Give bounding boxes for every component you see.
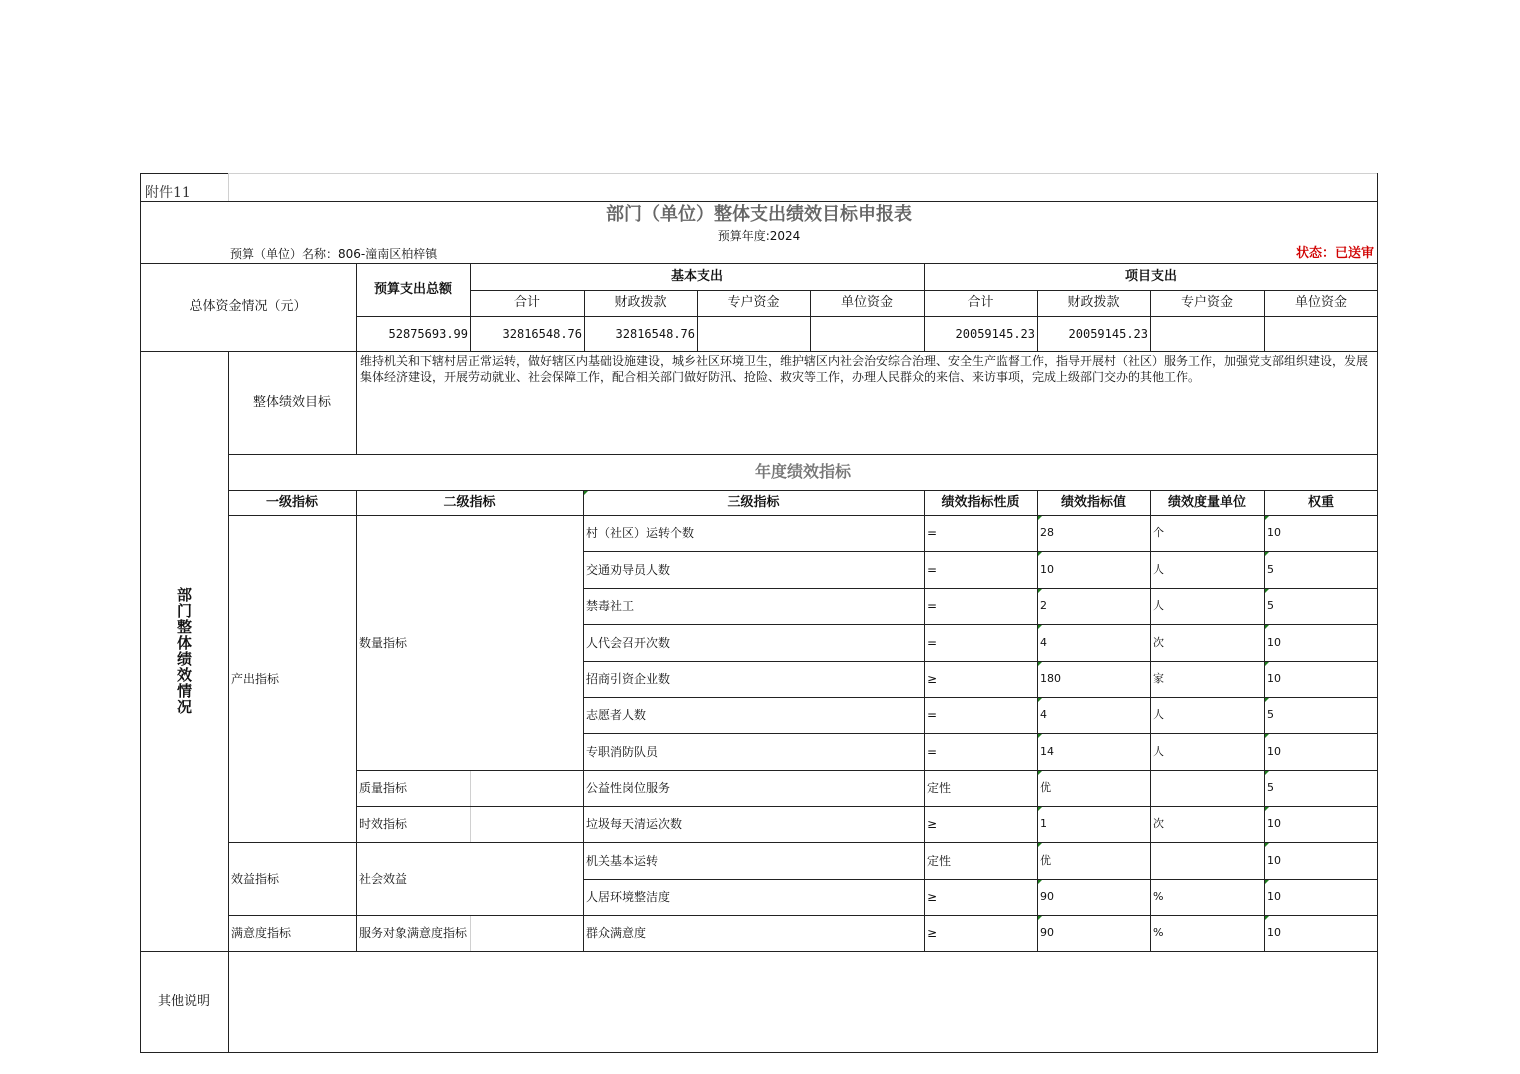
level1-satisfaction: 满意度指标 <box>231 926 292 940</box>
indicator-name-cell: 招商引资企业数 <box>586 672 671 686</box>
grid-line <box>470 915 471 951</box>
grid-line <box>583 733 1378 734</box>
indicator-unit-cell: 人 <box>1153 562 1164 576</box>
cell-note-marker <box>1038 625 1042 629</box>
indicator-unit-cell <box>1150 770 1264 806</box>
cell-note-marker <box>1265 771 1269 775</box>
cell-note-marker <box>1038 698 1042 702</box>
funding-value <box>1264 316 1378 351</box>
grid-line <box>1264 290 1265 351</box>
cell-note-marker <box>1038 662 1042 666</box>
indicator-nature-cell: = <box>927 744 938 759</box>
grid-line <box>697 290 698 351</box>
indicator-value-cell: 优 <box>1040 853 1051 867</box>
indicator-nature-cell: ≥ <box>927 926 938 940</box>
indicator-header: 权重 <box>1307 494 1334 510</box>
grid-line <box>1037 490 1038 951</box>
grid-line <box>140 951 1378 952</box>
grid-line <box>1037 290 1038 351</box>
header-blank <box>228 173 1378 201</box>
grid-line <box>924 490 925 951</box>
indicator-value-cell: 4 <box>1040 708 1047 721</box>
cell-note-marker <box>1038 843 1042 847</box>
level1-output: 产出指标 <box>231 671 280 686</box>
grid-line <box>140 1052 1378 1053</box>
total-budget-value: 52875693.99 <box>388 326 468 341</box>
grid-line <box>583 490 584 951</box>
section-label: 部门整体绩效情况 <box>175 587 193 715</box>
indicator-value-cell: 2 <box>1040 599 1047 612</box>
level2-quantity: 数量指标 <box>359 635 408 650</box>
cell-note-marker <box>1038 807 1042 811</box>
indicator-value-cell: 180 <box>1040 672 1061 685</box>
indicator-nature-cell: = <box>927 526 938 540</box>
grid-line <box>470 263 471 351</box>
indicator-header: 三级指标 <box>727 494 780 510</box>
grid-line <box>583 842 1378 843</box>
cell-note-marker <box>1265 625 1269 629</box>
indicator-weight-cell: 10 <box>1267 890 1281 903</box>
indicator-nature-cell: 定性 <box>927 781 952 795</box>
funding-value: 20059145.23 <box>955 326 1035 341</box>
indicator-value-cell: 90 <box>1040 926 1054 939</box>
indicator-nature-cell: ≥ <box>927 890 938 904</box>
level2-service-satisfaction: 服务对象满意度指标 <box>359 925 468 940</box>
funding-subheader: 单位资金 <box>1294 295 1347 310</box>
indicators-title: 年度绩效指标 <box>754 462 851 481</box>
performance-target-form <box>140 173 1378 1053</box>
level2-social-benefit: 社会效益 <box>359 871 408 886</box>
unit-name: 预算（单位）名称：806-潼南区柏梓镇 <box>230 247 438 261</box>
funding-subheader: 合计 <box>967 295 994 310</box>
indicator-nature-cell: 定性 <box>927 853 952 868</box>
cell-note-marker <box>584 491 588 495</box>
indicator-name-cell: 交通劝导员人数 <box>586 562 671 577</box>
indicator-name-cell: 群众满意度 <box>586 926 647 940</box>
indicator-unit-cell: 家 <box>1153 672 1164 685</box>
grid-line <box>228 351 229 1053</box>
indicator-weight-cell: 5 <box>1267 781 1274 794</box>
level1-benefit: 效益指标 <box>231 871 280 886</box>
page-title: 部门（单位）整体支出绩效目标申报表 <box>606 203 912 225</box>
cell-note-marker <box>1038 734 1042 738</box>
cell-note-marker <box>1038 552 1042 556</box>
grid-line <box>583 879 1378 880</box>
indicator-unit-cell <box>1150 842 1264 879</box>
grid-line <box>1150 290 1151 351</box>
grid-line <box>356 351 357 454</box>
grid-line <box>924 263 925 351</box>
funding-subheader: 专户资金 <box>727 295 780 310</box>
other-label: 其他说明 <box>157 994 210 1009</box>
grid-line <box>583 915 1378 916</box>
indicator-weight-cell: 10 <box>1267 672 1281 685</box>
cell-note-marker <box>1265 880 1269 884</box>
section-label-cell <box>140 351 228 951</box>
indicator-name-cell: 禁毒社工 <box>586 599 635 613</box>
funding-value: 20059145.23 <box>1068 326 1148 341</box>
indicator-name-cell: 志愿者人数 <box>586 708 647 722</box>
indicator-unit-cell: 个 <box>1153 526 1164 539</box>
indicator-nature-cell: ≥ <box>927 817 938 831</box>
grid-line <box>356 316 1378 317</box>
indicator-unit-cell: 次 <box>1153 817 1164 830</box>
funding-subheader: 合计 <box>513 295 540 310</box>
grid-line <box>810 290 811 351</box>
goal-label: 整体绩效目标 <box>252 394 331 410</box>
indicator-nature-cell: = <box>927 599 938 613</box>
grid-line <box>583 661 1378 662</box>
grid-line <box>140 201 1378 202</box>
grid-line <box>583 624 1378 625</box>
indicator-weight-cell: 10 <box>1267 526 1281 539</box>
grid-line <box>583 770 1378 771</box>
cell-note-marker <box>1038 880 1042 884</box>
indicator-header: 二级指标 <box>443 494 496 510</box>
cell-note-marker <box>1265 516 1269 520</box>
indicator-header: 一级指标 <box>265 494 318 510</box>
indicator-unit-cell: 次 <box>1153 635 1164 649</box>
indicator-nature-cell: ≥ <box>927 672 938 686</box>
indicator-value-cell: 28 <box>1040 526 1054 539</box>
grid-line <box>356 806 583 807</box>
attachment-label: 附件11 <box>140 173 228 201</box>
indicator-weight-cell: 5 <box>1267 708 1274 721</box>
indicator-unit-cell: 人 <box>1153 708 1164 721</box>
status-badge: 状态：已送审 <box>1295 246 1374 261</box>
indicator-weight-cell: 10 <box>1267 635 1281 649</box>
indicator-weight-cell: 10 <box>1267 817 1281 830</box>
grid-line <box>356 770 583 771</box>
funding-subheader: 单位资金 <box>840 295 893 310</box>
indicator-name-cell: 村（社区）运转个数 <box>586 526 695 540</box>
grid-line <box>228 490 1378 491</box>
funding-value <box>1150 316 1264 351</box>
indicator-unit-cell: 人 <box>1153 744 1164 758</box>
grid-line <box>140 263 1378 264</box>
indicator-header: 绩效度量单位 <box>1167 494 1246 510</box>
grid-line <box>228 915 583 916</box>
indicator-nature-cell: = <box>927 635 938 650</box>
indicator-value-cell: 90 <box>1040 890 1054 903</box>
total-budget-header: 预算支出总额 <box>373 281 452 297</box>
cell-note-marker <box>1265 807 1269 811</box>
cell-note-marker <box>1265 916 1269 920</box>
indicator-nature-cell: = <box>927 708 938 722</box>
cell-note-marker <box>1038 589 1042 593</box>
indicator-name-cell: 机关基本运转 <box>586 853 659 868</box>
level2-quality: 质量指标 <box>359 781 408 795</box>
grid-line <box>228 515 1378 516</box>
grid-line <box>356 263 357 351</box>
goal-text: 维持机关和下辖村居正常运转，做好辖区内基础设施建设，城乡社区环境卫生，维护辖区内社会治安综合治理、安全生产监督工作，指导开展村（社区）服务工作，加强党支部组织建设，发展集体经济建设，开展劳动就业、社会保障工作，配合相关部门做好防汛、抢险、救灾等工作，办理人民群众的来信、来访事项，完成上级部门交办的其他工作。 <box>360 354 1369 384</box>
grid-line <box>583 588 1378 589</box>
funding-subheader: 专户资金 <box>1180 295 1233 310</box>
indicator-unit-cell: % <box>1153 890 1164 903</box>
grid-line <box>584 290 585 351</box>
indicator-weight-cell: 5 <box>1267 562 1274 576</box>
indicator-name-cell: 专职消防队员 <box>586 744 659 759</box>
funding-value <box>810 316 924 351</box>
indicator-header: 绩效指标性质 <box>941 494 1020 510</box>
funding-row-label: 总体资金情况（元） <box>189 299 307 314</box>
indicator-weight-cell: 10 <box>1267 853 1281 867</box>
grid-line <box>583 806 1378 807</box>
other-text <box>228 951 1378 1053</box>
indicator-name-cell: 公益性岗位服务 <box>586 781 671 795</box>
basic-expense-header: 基本支出 <box>670 268 723 284</box>
cell-note-marker <box>1038 516 1042 520</box>
indicator-value-cell: 14 <box>1040 744 1054 758</box>
indicator-unit-cell: % <box>1153 926 1164 939</box>
grid-line <box>1150 490 1151 951</box>
funding-value: 32816548.76 <box>615 326 695 341</box>
indicator-nature-cell: = <box>927 562 938 577</box>
project-expense-header: 项目支出 <box>1124 268 1177 284</box>
grid-line <box>228 842 583 843</box>
cell-note-marker <box>1265 662 1269 666</box>
grid-line <box>140 173 141 1053</box>
grid-line <box>583 697 1378 698</box>
indicator-weight-cell: 10 <box>1267 744 1281 758</box>
grid-line <box>140 351 1378 352</box>
indicator-value-cell: 4 <box>1040 635 1047 649</box>
grid-line <box>1377 173 1378 1053</box>
funding-value <box>697 316 810 351</box>
indicator-value-cell: 优 <box>1040 781 1051 794</box>
cell-note-marker <box>1265 698 1269 702</box>
grid-line <box>1264 490 1265 951</box>
funding-subheader: 财政拨款 <box>614 295 667 310</box>
indicator-value-cell: 10 <box>1040 562 1054 576</box>
indicator-unit-cell: 人 <box>1153 599 1164 612</box>
cell-note-marker <box>1265 843 1269 847</box>
level2-timeliness: 时效指标 <box>359 817 408 831</box>
indicator-value-cell: 1 <box>1040 817 1047 830</box>
budget-year: 预算年度:2024 <box>717 229 801 243</box>
indicator-name-cell: 垃圾每天清运次数 <box>586 817 683 831</box>
grid-line <box>228 454 1378 455</box>
cell-note-marker <box>1265 734 1269 738</box>
cell-note-marker <box>1038 771 1042 775</box>
indicator-name-cell: 人代会召开次数 <box>586 635 671 650</box>
funding-subheader: 财政拨款 <box>1067 295 1120 310</box>
cell-note-marker <box>1265 589 1269 593</box>
indicator-name-cell: 人居环境整洁度 <box>586 890 671 904</box>
indicator-weight-cell: 10 <box>1267 926 1281 939</box>
indicator-header: 绩效指标值 <box>1060 494 1126 510</box>
funding-value: 32816548.76 <box>502 326 582 341</box>
cell-note-marker <box>1265 552 1269 556</box>
grid-line <box>583 551 1378 552</box>
indicator-weight-cell: 5 <box>1267 599 1274 612</box>
cell-note-marker <box>1038 916 1042 920</box>
grid-line <box>356 490 357 951</box>
